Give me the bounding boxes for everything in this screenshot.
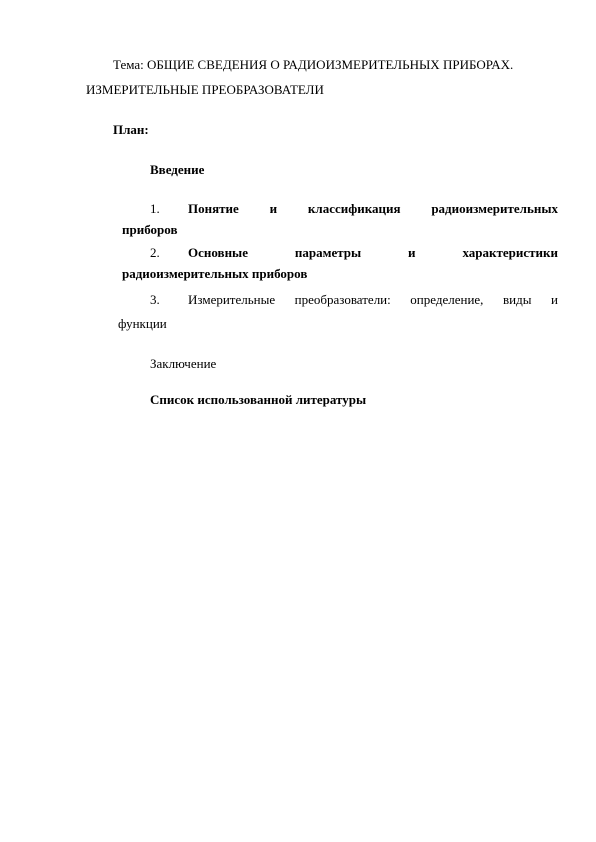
word: и — [269, 201, 278, 216]
word: Измерительные — [188, 292, 276, 307]
plan-item-1-continuation: приборов — [122, 222, 178, 237]
plan-item-2-continuation: радиоизмерительных приборов — [122, 266, 308, 281]
plan-item-number: 1. — [150, 201, 160, 216]
plan-intro: Введение — [150, 162, 205, 177]
plan-item-text — [188, 245, 558, 261]
word: радиоизмерительных — [431, 201, 558, 216]
word: и — [550, 292, 558, 307]
word: преобразователи: — [294, 292, 391, 307]
word: и — [408, 245, 416, 260]
word: Основные — [188, 245, 248, 260]
plan-item-text — [188, 201, 558, 217]
document-title-line-1 — [113, 57, 513, 73]
plan-item-2 — [150, 245, 558, 261]
plan-item-3 — [150, 292, 558, 308]
plan-item-number: 3. — [150, 292, 160, 307]
plan-references: Список использованной литературы — [150, 392, 367, 407]
plan-conclusion: Заключение — [150, 356, 217, 371]
word: Понятие — [188, 201, 239, 216]
word: характеристики — [462, 245, 558, 260]
word: параметры — [294, 245, 362, 260]
plan-item-number: 2. — [150, 245, 160, 260]
title-text: ОБЩИЕ СВЕДЕНИЯ О РАДИОИЗМЕРИТЕЛЬНЫХ ПРИБОРАХ. — [147, 57, 514, 72]
document-title-line-2: ИЗМЕРИТЕЛЬНЫЕ ПРЕОБРАЗОВАТЕЛИ — [86, 82, 324, 97]
title-prefix: Тема: — [113, 57, 147, 72]
plan-item-3-continuation: функции — [118, 316, 167, 331]
plan-item-1 — [150, 201, 558, 217]
word: классификация — [307, 201, 401, 216]
plan-item-text — [188, 292, 558, 308]
word: виды — [502, 292, 532, 307]
plan-heading: План: — [113, 122, 149, 137]
word: определение, — [410, 292, 484, 307]
